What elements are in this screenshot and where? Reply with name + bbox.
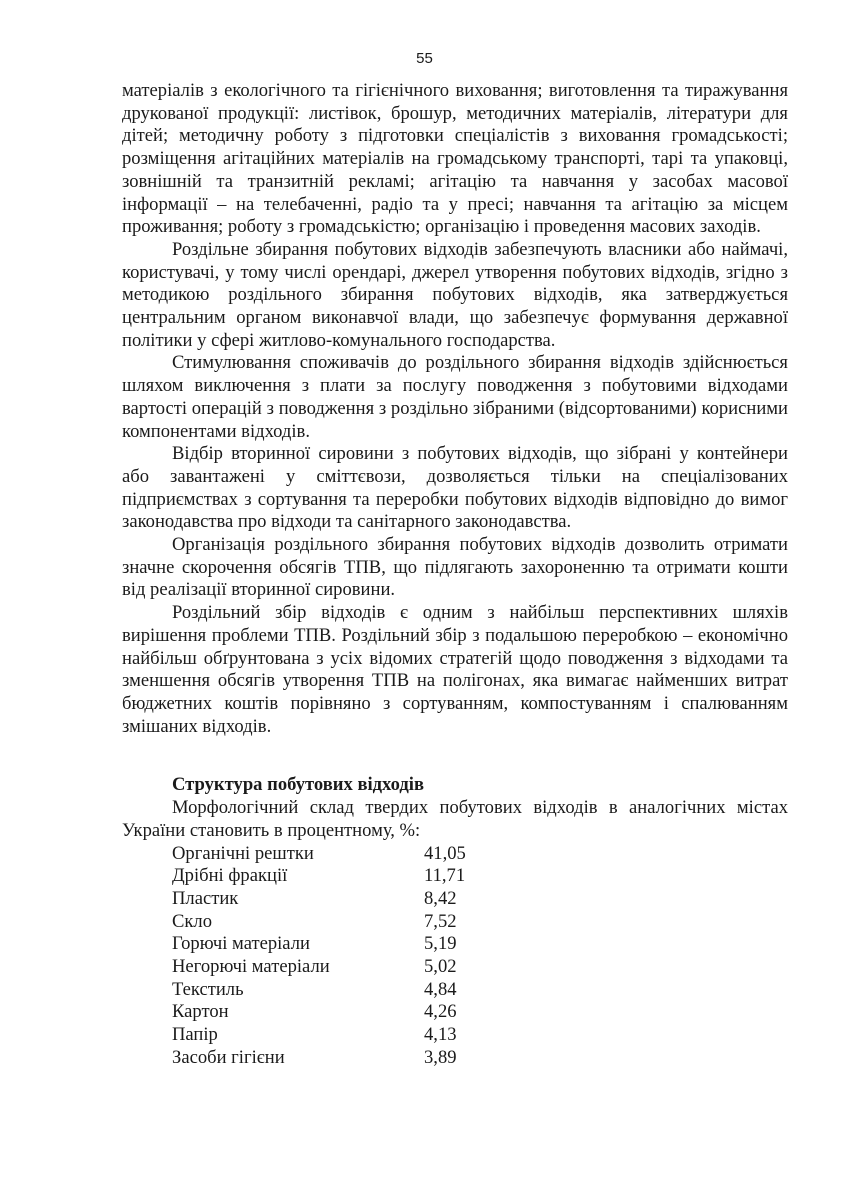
table-row — [172, 865, 504, 888]
page-content — [122, 80, 788, 1070]
table-row — [172, 956, 504, 979]
component-name: Негорючі матеріали — [172, 956, 330, 978]
component-percent: 11,71 — [424, 865, 466, 887]
component-percent: 41,05 — [424, 842, 466, 864]
section-intro: Морфологічний склад твердих побутових відходів в аналогічних містах України становить в процентному, %: — [122, 797, 788, 841]
paragraph-organization-benefits: Організація роздільного збирання побутових відходів дозволить отримати значне скорочення обсягів ТПВ, що підлягають захороненню та отримати кошти від реалізації вторинної сировини. — [122, 534, 788, 601]
table-row — [172, 888, 504, 911]
table-row — [172, 933, 504, 956]
paragraph-secondary-raw-materials: Відбір вторинної сировини з побутових відходів, що зібрані у контейнери або завантажені у сміттєвози, дозволяється тільки на спеціалізованих підприємствах з сортування та переробки побутових відходів відповідно до вимог законодавства про відходи та санітарного законодавства. — [122, 443, 788, 533]
component-name: Картон — [172, 1001, 229, 1023]
component-percent: 4,84 — [424, 978, 457, 1000]
component-percent: 5,02 — [424, 956, 457, 978]
paragraph-education-measures: матеріалів з екологічного та гігієнічного виховання; виготовлення та тиражування друкованої продукції: листівок, брошур, методичних матеріалів, літератури для дітей; методичну роботу з підготовки спеціалістів з виховання громадськості; розміщення агітаційних матеріалів на громадському транспорті, тарі та упаковці, зовнішній та транзитній рекламі; агітацію та навчання у засобах масової інформації – на телебаченні, радіо та у пресі; навчання та агітацію за місцем проживання; роботу з громадськістю; організацію і проведення масових заходів. — [122, 80, 788, 238]
waste-composition-table — [172, 843, 504, 1070]
paragraph-separate-collection-strategy: Роздільний збір відходів є одним з найбільш перспективних шляхів вирішення проблеми ТПВ. Роздільний збір з подальшою переробкою – економічно найбільш обґрунтована з усіх відомих стратегій щодо поводження з відходами та зменшення обсягів утворення ТПВ на полігонах, яка вимагає найменших витрат бюджетних коштів порівняно з сортуванням, компостуванням і спалюванням змішаних відходів. — [122, 602, 788, 737]
component-percent: 3,89 — [424, 1046, 457, 1068]
component-name: Засоби гігієни — [172, 1046, 285, 1068]
component-percent: 4,26 — [424, 1001, 457, 1023]
section-title: Структура побутових відходів — [172, 774, 425, 796]
component-name: Текстиль — [172, 978, 244, 1000]
table-row — [172, 1024, 504, 1047]
component-percent: 8,42 — [424, 887, 457, 909]
component-name: Горючі матеріали — [172, 933, 310, 955]
component-percent: 4,13 — [424, 1024, 457, 1046]
table-row — [172, 911, 504, 934]
component-name: Скло — [172, 910, 213, 932]
component-name: Папір — [172, 1024, 218, 1046]
paragraph-consumer-incentives: Стимулювання споживачів до роздільного збирання відходів здійснюється шляхом виключення з плати за послугу поводження з побутовими відходами вартості операцій з поводження з роздільно зібраними (відсортованими) корисними компонентами відходів. — [122, 352, 788, 442]
table-row — [172, 1047, 504, 1070]
component-name: Дрібні фракції — [172, 865, 288, 887]
component-percent: 5,19 — [424, 933, 457, 955]
table-row — [172, 843, 504, 866]
table-row — [172, 979, 504, 1002]
page-number: 55 — [416, 50, 433, 67]
component-name: Органічні рештки — [172, 842, 314, 864]
component-name: Пластик — [172, 887, 239, 909]
paragraph-separate-collection-responsibility: Роздільне збирання побутових відходів забезпечують власники або наймачі, користувачі, у тому числі орендарі, джерел утворення побутових відходів, згідно з методикою роздільного збирання побутових відходів, яка затверджується центральним органом виконавчої влади, що забезпечує формування державної політики у сфері житлово-комунального господарства. — [122, 238, 788, 351]
component-percent: 7,52 — [424, 910, 457, 932]
table-row — [172, 1001, 504, 1024]
